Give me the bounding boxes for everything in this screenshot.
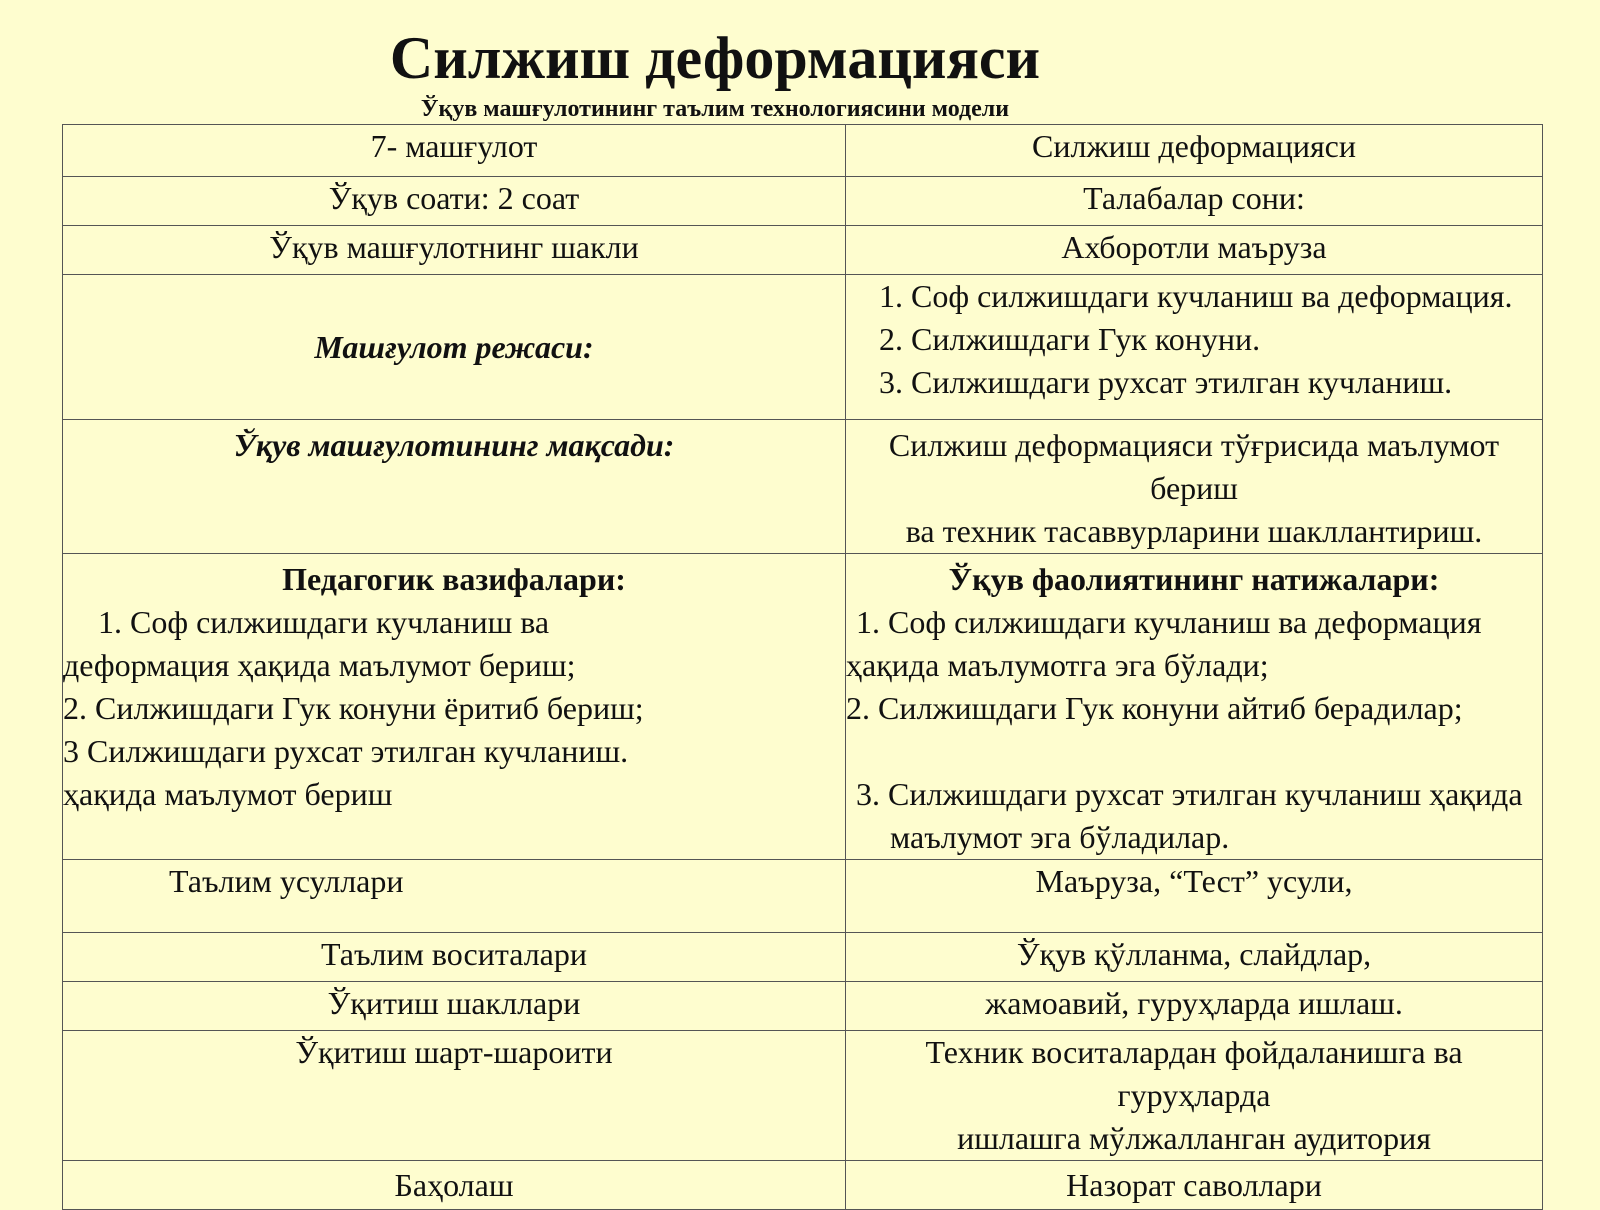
table-row [63,860,1543,933]
teaching-forms-label: Ўқитиш шакллари [63,982,846,1031]
lesson-form-label: Ўқув машғулотнинг шакли [63,226,846,275]
teaching-methods-label: Таълим усуллари [63,860,846,933]
task-line: 3 Силжишдаги рухсат этилган кучланиш. [63,733,629,769]
plan-item: 3. Силжишдаги рухсат этилган кучланиш. [879,364,1453,400]
teaching-forms-value: жамоавий, гуруҳларда ишлаш. [846,982,1543,1031]
table-row [63,1161,1543,1210]
table-row [63,982,1543,1031]
outcome-line: маълумот эга бўладилар. [890,819,1230,855]
teaching-tools-value: Ўқув қўлланма, слайдлар, [846,933,1543,982]
task-line: 1. Соф силжишдаги кучланиш ва [98,604,550,640]
teaching-methods-value: Маъруза, “Тест” усули, [846,860,1543,933]
assessment-value: Назорат саволлари [846,1161,1543,1210]
conditions-line: ишлашга мўлжалланган аудитория [957,1120,1431,1156]
lesson-topic-cell: Силжиш деформацияси [846,125,1543,177]
page-subtitle: Ўқув машғулотининг таълим технологиясини модели [420,96,1010,122]
outcome-line: 2. Силжишдаги Гук конуни айтиб берадилар; [846,690,1463,726]
table-row [63,933,1543,982]
goal-line: ва техник тасаввурларини шакллантириш. [905,513,1483,549]
goal-line: Силжиш деформацияси тўғрисида маълумот бериш [888,427,1500,506]
outcome-line: 3. Силжишдаги рухсат этилган кучланиш ҳақида [856,776,1523,812]
page-title: Силжиш деформацияси [389,25,1041,91]
study-hours-cell: Ўқув соати: 2 соат [63,177,846,226]
plan-item: 2. Силжишдаги Гук конуни. [879,321,1261,357]
task-line: ҳақида маълумот бериш [63,776,393,812]
teaching-conditions-label: Ўқитиш шарт-шароити [63,1031,846,1161]
table-row [63,554,1543,860]
pedagogical-tasks-cell [63,554,846,860]
lesson-plan-items [846,275,1543,420]
table-row [63,1031,1543,1161]
learning-outcomes-heading: Ўқув фаолиятининг натижалари: [948,561,1440,597]
lesson-goal-value [846,420,1543,554]
learning-outcomes-cell [846,554,1543,860]
table-row [63,275,1543,420]
table-row [63,125,1543,177]
table-row [63,420,1543,554]
teaching-conditions-value [846,1031,1543,1161]
outcome-line: 1. Соф силжишдаги кучланиш ва деформация [856,604,1482,640]
outcome-line: ҳақида маълумотга эга бўлади; [846,647,1269,683]
lesson-number-cell: 7- машғулот [63,125,846,177]
lesson-plan-table [62,124,1543,1210]
table-row [63,226,1543,275]
lesson-goal-label: Ўқув машғулотининг мақсади: [63,420,846,554]
pedagogical-tasks-heading: Педагогик вазифалари: [282,561,626,597]
lesson-plan-label: Машғулот режаси: [63,275,846,420]
task-line: 2. Силжишдаги Гук конуни ёритиб бериш; [63,690,644,726]
conditions-line: Техник воситалардан фойдаланишга ва гуруҳларда [925,1034,1463,1113]
task-line: деформация ҳақида маълумот бериш; [63,647,576,683]
student-count-cell: Талабалар сони: [846,177,1543,226]
lesson-form-value: Ахборотли маъруза [846,226,1543,275]
plan-item: 1. Соф силжишдаги кучланиш ва деформация. [879,278,1513,314]
assessment-label: Баҳолаш [63,1161,846,1210]
teaching-tools-label: Таълим воситалари [63,933,846,982]
spacer [846,730,1542,773]
table-row [63,177,1543,226]
